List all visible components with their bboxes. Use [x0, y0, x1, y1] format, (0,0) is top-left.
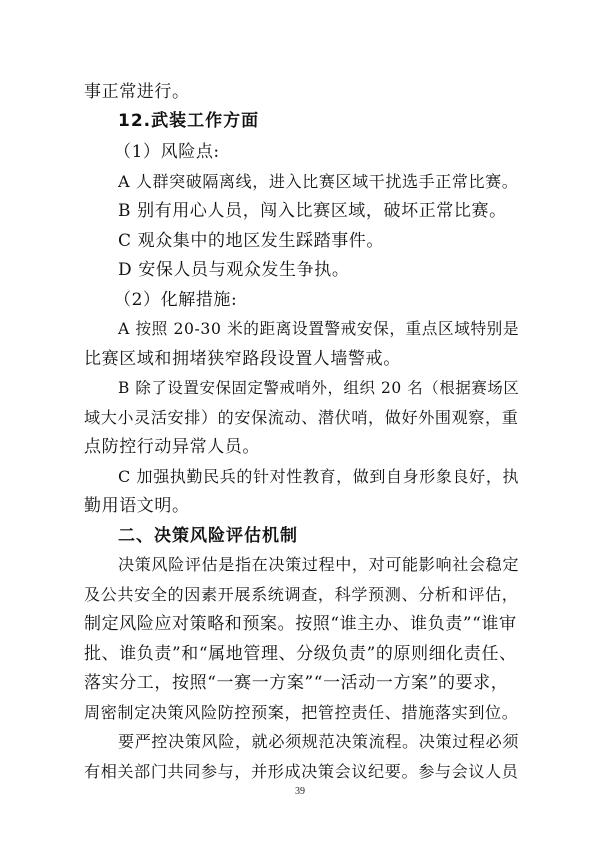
text-line: C 观众集中的地区发生踩踏事件。 — [118, 231, 385, 251]
text-line: 及公共安全的因素开展系统调查，科学预测、分析和评估， — [84, 585, 519, 604]
text-line: B 别有用心人员，闯入比赛区域，破坏正常比赛。 — [118, 201, 507, 221]
subheading: （2）化解措施: — [114, 290, 238, 310]
text-line: 要严控决策风险，就必须规范决策流程。决策过程必须 — [118, 732, 520, 751]
text-line: B 除了设置安保固定警戒哨外，组织 20 名（根据赛场区 — [118, 379, 520, 397]
text-line: A 按照 20-30 米的距离设置警戒安保，重点区域特别是 — [118, 319, 520, 338]
text-line: 有相关部门共同参与，并形成决策会议纪要。参与会议人员 — [84, 762, 519, 781]
section-heading: 二、决策风险评估机制 — [118, 526, 298, 546]
text-line: 点防控行动异常人员。 — [84, 437, 260, 457]
page-number: 39 — [295, 786, 305, 797]
text-line: A 人群突破隔离线，进入比赛区域干扰选手正常比赛。 — [118, 172, 519, 191]
text-line: 落实分工，按照“一赛一方案”“一活动一方案”的要求， — [84, 673, 509, 693]
text-line: 批、谁负责”和“属地管理、分级负责”的原则细化责任、 — [84, 644, 517, 664]
text-line: 比赛区域和拥堵狭窄路段设置人墙警戒。 — [84, 349, 401, 369]
text-line: 域大小灵活安排）的安保流动、潜伏哨，做好外围观察，重 — [84, 408, 519, 427]
subheading: （1）风险点: — [114, 142, 220, 162]
section-heading: 12.武装工作方面 — [118, 111, 260, 131]
text-line: 制定风险应对策略和预案。按照“谁主办、谁负责”“谁审 — [84, 614, 517, 634]
text-line: C 加强执勤民兵的针对性教育，做到自身形象良好，执 — [118, 467, 520, 486]
text-line: D 安保人员与观众发生争执。 — [118, 260, 350, 280]
text-line: 决策风险评估是指在决策过程中，对可能影响社会稳定 — [118, 555, 520, 574]
text-line: 事正常进行。 — [84, 82, 190, 102]
text-line: 周密制定决策风险防控预案，把管控责任、措施落实到位。 — [84, 703, 519, 722]
text-line: 勤用语文明。 — [84, 496, 190, 516]
